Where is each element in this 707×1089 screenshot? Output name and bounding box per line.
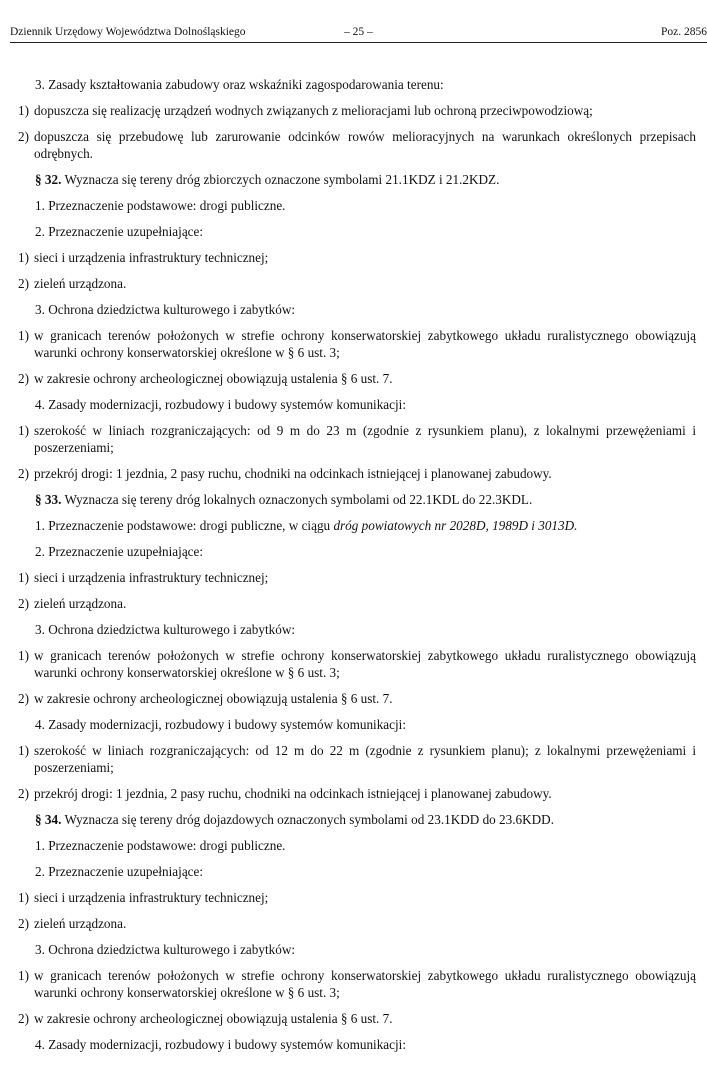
list-item (18, 569, 696, 586)
paragraph: 2. Przeznaczenie uzupełniające: (35, 544, 204, 559)
item-text: zieleń urządzona. (34, 276, 127, 291)
section-text: Wyznacza się tereny dróg zbiorczych oznaczone symbolami 21.1KDZ i 21.2KDZ. (64, 172, 500, 187)
item-text: w zakresie ochrony archeologicznej obowiązują ustalenia § 6 ust. 7. (34, 371, 393, 386)
list-item (18, 967, 696, 1001)
item-number: 1) (18, 570, 29, 585)
paragraph: 3. Ochrona dziedzictwa kulturowego i zabytków: (35, 942, 296, 957)
item-number: 2) (18, 129, 29, 144)
list-item (18, 422, 696, 456)
item-number: 2) (18, 691, 29, 706)
item-number: 2) (18, 1011, 29, 1026)
paragraph: 2. Przeznaczenie uzupełniające: (35, 864, 204, 879)
item-number: 2) (18, 276, 29, 291)
item-text: przekrój drogi: 1 jezdnia, 2 pasy ruchu, chodniki na odcinkach istniejącej i planowanej zabudowy. (34, 786, 552, 801)
item-number: 2) (18, 371, 29, 386)
item-number: 1) (18, 103, 29, 118)
item-number: 1) (18, 423, 29, 438)
list-item (18, 785, 696, 802)
position-number: Poz. 2856 (661, 26, 707, 38)
page-header (10, 24, 707, 43)
list-item (18, 1010, 696, 1027)
item-text: sieci i urządzenia infrastruktury technicznej; (34, 570, 269, 585)
paragraph: 3. Ochrona dziedzictwa kulturowego i zabytków: (35, 622, 296, 637)
item-text: przekrój drogi: 1 jezdnia, 2 pasy ruchu, chodniki na odcinkach istniejącej i planowanej zabudowy. (34, 466, 552, 481)
list-item (18, 128, 696, 162)
list-item (18, 275, 696, 292)
section-sign: § 33. (35, 492, 62, 507)
item-number: 2) (18, 596, 29, 611)
item-text: zieleń urządzona. (34, 916, 127, 931)
paragraph (18, 517, 696, 534)
list-item (18, 915, 696, 932)
item-number: 1) (18, 743, 29, 758)
paragraph: 2. Przeznaczenie uzupełniające: (35, 224, 204, 239)
item-text: w zakresie ochrony archeologicznej obowiązują ustalenia § 6 ust. 7. (34, 1011, 393, 1026)
item-number: 2) (18, 786, 29, 801)
journal-title: Dziennik Urzędowy Województwa Dolnośląskiego (10, 26, 246, 38)
item-text: w granicach terenów położonych w strefie ochrony konserwatorskiej zabytkowego układu ruralistycznego obowiązują warunki ochrony konserwatorskiej określone w § 6 ust. 3; (34, 328, 696, 360)
section-34 (18, 811, 696, 828)
paragraph: 4. Zasady modernizacji, rozbudowy i budowy systemów komunikacji: (35, 397, 407, 412)
item-text: dopuszcza się przebudowę lub zarurowanie odcinków rowów melioracyjnych na warunkach określonych przepisach odrębnych. (34, 129, 696, 161)
list-item (18, 889, 696, 906)
item-text: szerokość w liniach rozgraniczających: od 12 m do 22 m (zgodnie z rysunkiem planu); z lokalnymi przewężeniami i poszerzeniami; (34, 743, 696, 775)
paragraph: 4. Zasady modernizacji, rozbudowy i budowy systemów komunikacji: (35, 717, 407, 732)
list-item (18, 102, 696, 119)
list-item (18, 327, 696, 361)
list-item (18, 249, 696, 266)
section-33 (18, 491, 696, 508)
paragraph: 3. Ochrona dziedzictwa kulturowego i zabytków: (35, 302, 296, 317)
list-item (18, 370, 696, 387)
item-number: 1) (18, 968, 29, 983)
list-item (18, 742, 696, 776)
item-number: 1) (18, 328, 29, 343)
item-text: sieci i urządzenia infrastruktury technicznej; (34, 250, 269, 265)
section-text: Wyznacza się tereny dróg lokalnych oznaczonych symbolami od 22.1KDL do 22.3KDL. (64, 492, 533, 507)
paragraph: 3. Zasady kształtowania zabudowy oraz wskaźniki zagospodarowania terenu: (35, 77, 444, 92)
item-number: 1) (18, 250, 29, 265)
paragraph: 4. Zasady modernizacji, rozbudowy i budowy systemów komunikacji: (35, 1037, 407, 1052)
list-item (18, 647, 696, 681)
road-list-italic: dróg powiatowych nr 2028D, 1989D i 3013D. (333, 518, 578, 533)
item-text: w zakresie ochrony archeologicznej obowiązują ustalenia § 6 ust. 7. (34, 691, 393, 706)
section-text: Wyznacza się tereny dróg dojazdowych oznaczonych symbolami od 23.1KDD do 23.6KDD. (64, 812, 555, 827)
page-number: – 25 – (344, 26, 373, 38)
paragraph: 1. Przeznaczenie podstawowe: drogi publiczne. (35, 838, 286, 853)
item-number: 1) (18, 648, 29, 663)
item-number: 2) (18, 916, 29, 931)
item-text: w granicach terenów położonych w strefie ochrony konserwatorskiej zabytkowego układu ruralistycznego obowiązują warunki ochrony konserwatorskiej określone w § 6 ust. 3; (34, 968, 696, 1000)
paragraph: 1. Przeznaczenie podstawowe: drogi publiczne. (35, 198, 286, 213)
list-item (18, 595, 696, 612)
paragraph-text: 1. Przeznaczenie podstawowe: drogi publiczne, w ciągu (35, 518, 334, 533)
section-sign: § 34. (35, 812, 62, 827)
item-number: 1) (18, 890, 29, 905)
item-text: szerokość w liniach rozgraniczających: od 9 m do 23 m (zgodnie z rysunkiem planu), z lokalnymi przewężeniami i poszerzeniami; (34, 423, 696, 455)
item-text: w granicach terenów położonych w strefie ochrony konserwatorskiej zabytkowego układu ruralistycznego obowiązują warunki ochrony konserwatorskiej określone w § 6 ust. 3; (34, 648, 696, 680)
item-text: sieci i urządzenia infrastruktury technicznej; (34, 890, 269, 905)
document-body (18, 76, 696, 1062)
item-text: zieleń urządzona. (34, 596, 127, 611)
list-item (18, 465, 696, 482)
list-item (18, 690, 696, 707)
item-text: dopuszcza się realizację urządzeń wodnych związanych z melioracjami lub ochroną przeciwpowodziową; (34, 103, 593, 118)
item-number: 2) (18, 466, 29, 481)
section-32 (18, 171, 696, 188)
section-sign: § 32. (35, 172, 62, 187)
